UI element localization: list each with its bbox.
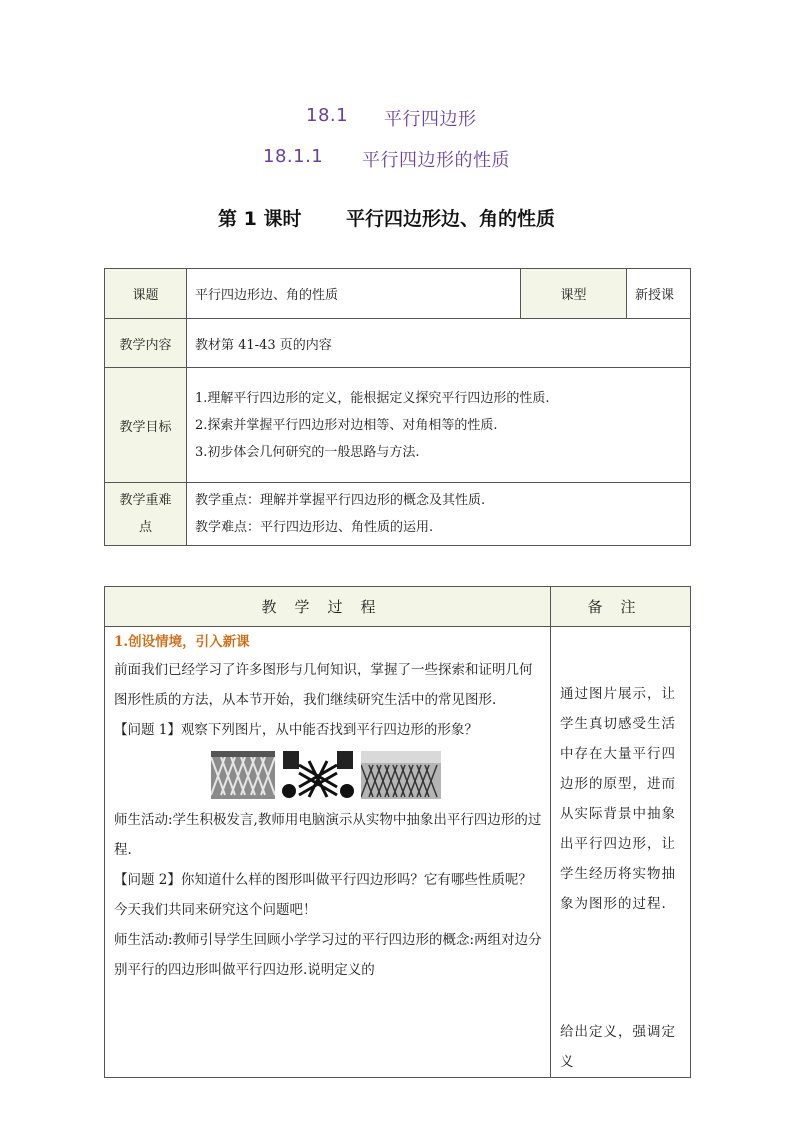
key-label-line: 点 xyxy=(138,520,152,535)
lesson-label: 第 1 课时 xyxy=(218,208,302,230)
topic-label: 课题 xyxy=(105,269,187,319)
question-1: 【问题 1】观察下列图片，从中能否找到平行四边形的形象？ xyxy=(114,722,478,738)
activity-1: 师生活动:学生积极发言,教师用电脑演示从实物中抽象出平行四边形的过程. xyxy=(114,812,542,858)
notes-cell xyxy=(551,627,691,1078)
content-label: 教学内容 xyxy=(105,319,187,368)
question-2: 【问题 2】你知道什么样的图形叫做平行四边形吗？它有哪些性质呢？今天我们共同来研究这个问题吧！ xyxy=(114,872,532,918)
subsection-number: 18.1.1 xyxy=(263,146,324,167)
goal-item: 2.探索并掌握平行四边形对边相等、对角相等的性质. xyxy=(195,417,498,433)
teaching-process-table xyxy=(104,586,691,1078)
difficulty-point: 教学难点：平行四边形边、角性质的运用. xyxy=(195,520,434,535)
gate-photo xyxy=(361,751,441,799)
process-cell xyxy=(105,627,551,1078)
activity-2: 师生活动:教师引导学生回顾小学学习过的平行四边形的概念:两组对边分别平行的四边形叫做平行四边形.说明定义的 xyxy=(114,932,542,978)
goal-item: 1.理解平行四边形的定义，能根据定义探究平行四边形的性质. xyxy=(195,390,550,406)
section-number: 18.1 xyxy=(306,105,349,126)
goals-list xyxy=(187,368,691,483)
lesson-info-table xyxy=(104,268,691,546)
topic-value: 平行四边形边、角的性质 xyxy=(187,269,521,319)
content-value: 教材第 41-43 页的内容 xyxy=(187,319,691,368)
section-title: 平行四边形 xyxy=(384,109,477,130)
section-heading-1: 1.创设情境，引入新课 xyxy=(114,634,250,650)
key-points-label xyxy=(105,483,187,546)
type-label: 课型 xyxy=(521,269,627,319)
lesson-title: 平行四边形边、角的性质 xyxy=(346,208,556,230)
intro-paragraph: 前面我们已经学习了许多图形与几何知识，掌握了一些探索和证明几何图形性质的方法，从本节开始，我们继续研究生活中的常见图形. xyxy=(114,662,533,708)
note-1: 通过图片展示，让学生真切感受生活中存在大量平行四边形的原型，进而从实际背景中抽象出平行四边形，让学生经历将实物抽象为图形的过程. xyxy=(560,686,676,912)
key-points-value xyxy=(187,483,691,546)
subsection-title: 平行四边形的性质 xyxy=(362,150,510,171)
notes-column-header: 备注 xyxy=(551,587,691,627)
note-2: 给出定义，强调定义 xyxy=(560,1024,676,1070)
goal-item: 3.初步体会几何研究的一般思路与方法. xyxy=(195,444,420,460)
goals-label: 教学目标 xyxy=(105,368,187,483)
lift-photo xyxy=(279,751,357,799)
process-column-header: 教学过程 xyxy=(105,587,551,627)
fence-photo xyxy=(211,751,275,799)
example-photos xyxy=(114,747,544,805)
key-label-line: 教学重难 xyxy=(119,493,172,508)
key-point: 教学重点：理解并掌握平行四边形的概念及其性质. xyxy=(195,493,486,508)
type-value: 新授课 xyxy=(627,269,691,319)
